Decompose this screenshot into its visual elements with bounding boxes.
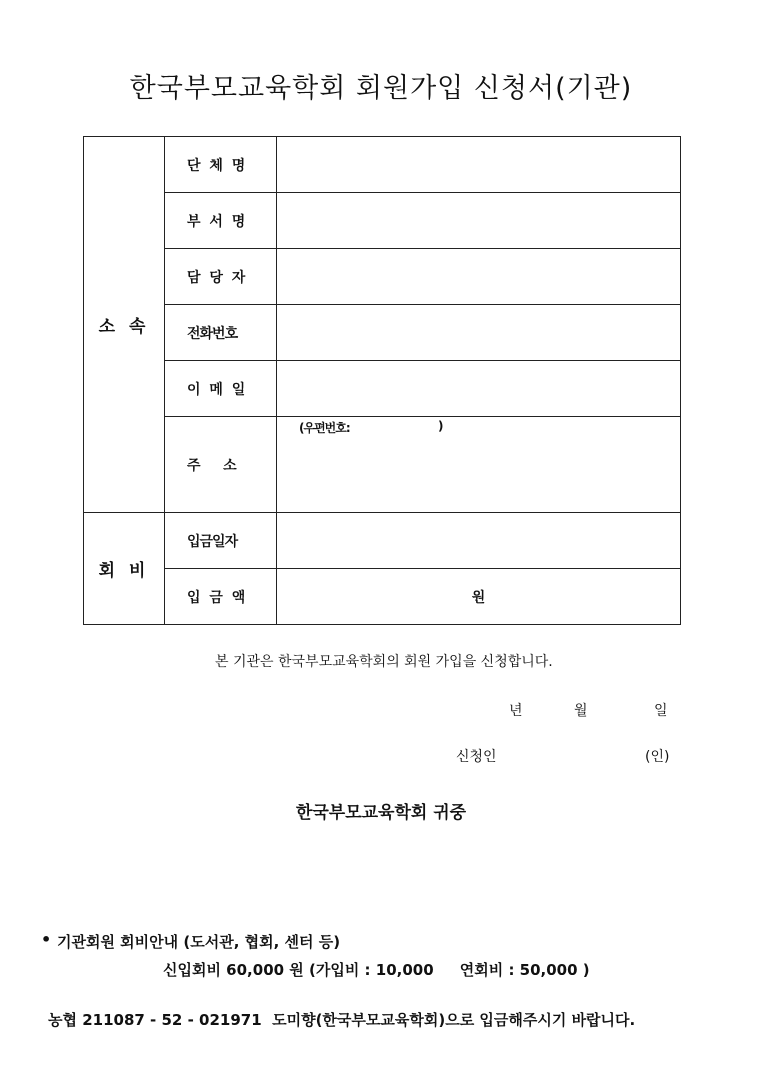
zip-code-suffix: ): [438, 419, 444, 433]
bullet-icon: •: [41, 930, 52, 949]
label-deposit-amount: 입 금 액: [165, 569, 277, 625]
label-deposit-date: 입금일자: [165, 513, 277, 569]
field-address[interactable]: [277, 417, 681, 513]
field-email[interactable]: [277, 361, 681, 417]
field-organization-name[interactable]: [277, 137, 681, 193]
label-phone: 전화번호: [165, 305, 277, 361]
notice-fees: 신입회비 60,000 원 (가입비 : 10,000 연회비 : 50,000 ): [163, 961, 590, 979]
page-title: 한국부모교육학회 회원가입 신청서(기관): [129, 73, 633, 104]
notice-bank-account: 농협 211087 - 52 - 021971 도미향(한국부모교육학회)으로 입금해주시기 바랍니다.: [48, 1011, 636, 1029]
label-address: 주 소: [165, 417, 277, 513]
date-day: 일: [654, 703, 668, 719]
date-month: 월: [574, 703, 588, 719]
field-phone[interactable]: [277, 305, 681, 361]
applicant-seal: (인): [645, 749, 670, 765]
application-statement: 본 기관은 한국부모교육학회의 회원 가입을 신청합니다.: [215, 654, 553, 670]
group-label-affiliation: 소 속: [84, 137, 165, 513]
zip-code-prefix: (우편번호:: [299, 421, 350, 435]
label-email: 이 메 일: [165, 361, 277, 417]
amount-unit: 원: [471, 589, 486, 606]
label-organization-name: 단 체 명: [165, 137, 277, 193]
field-deposit-date[interactable]: [277, 513, 681, 569]
date-year: 년: [509, 703, 523, 719]
label-department: 부 서 명: [165, 193, 277, 249]
applicant-label: 신청인: [456, 749, 497, 765]
label-contact-person: 담 당 자: [165, 249, 277, 305]
recipient-line: 한국부모교육학회 귀중: [295, 803, 467, 823]
field-deposit-amount[interactable]: [277, 569, 681, 625]
notice-heading: 기관회원 회비안내 (도서관, 협회, 센터 등): [57, 933, 341, 951]
field-contact-person[interactable]: [277, 249, 681, 305]
field-department[interactable]: [277, 193, 681, 249]
group-label-fee: 회 비: [84, 513, 165, 625]
application-form-table: [83, 136, 681, 625]
